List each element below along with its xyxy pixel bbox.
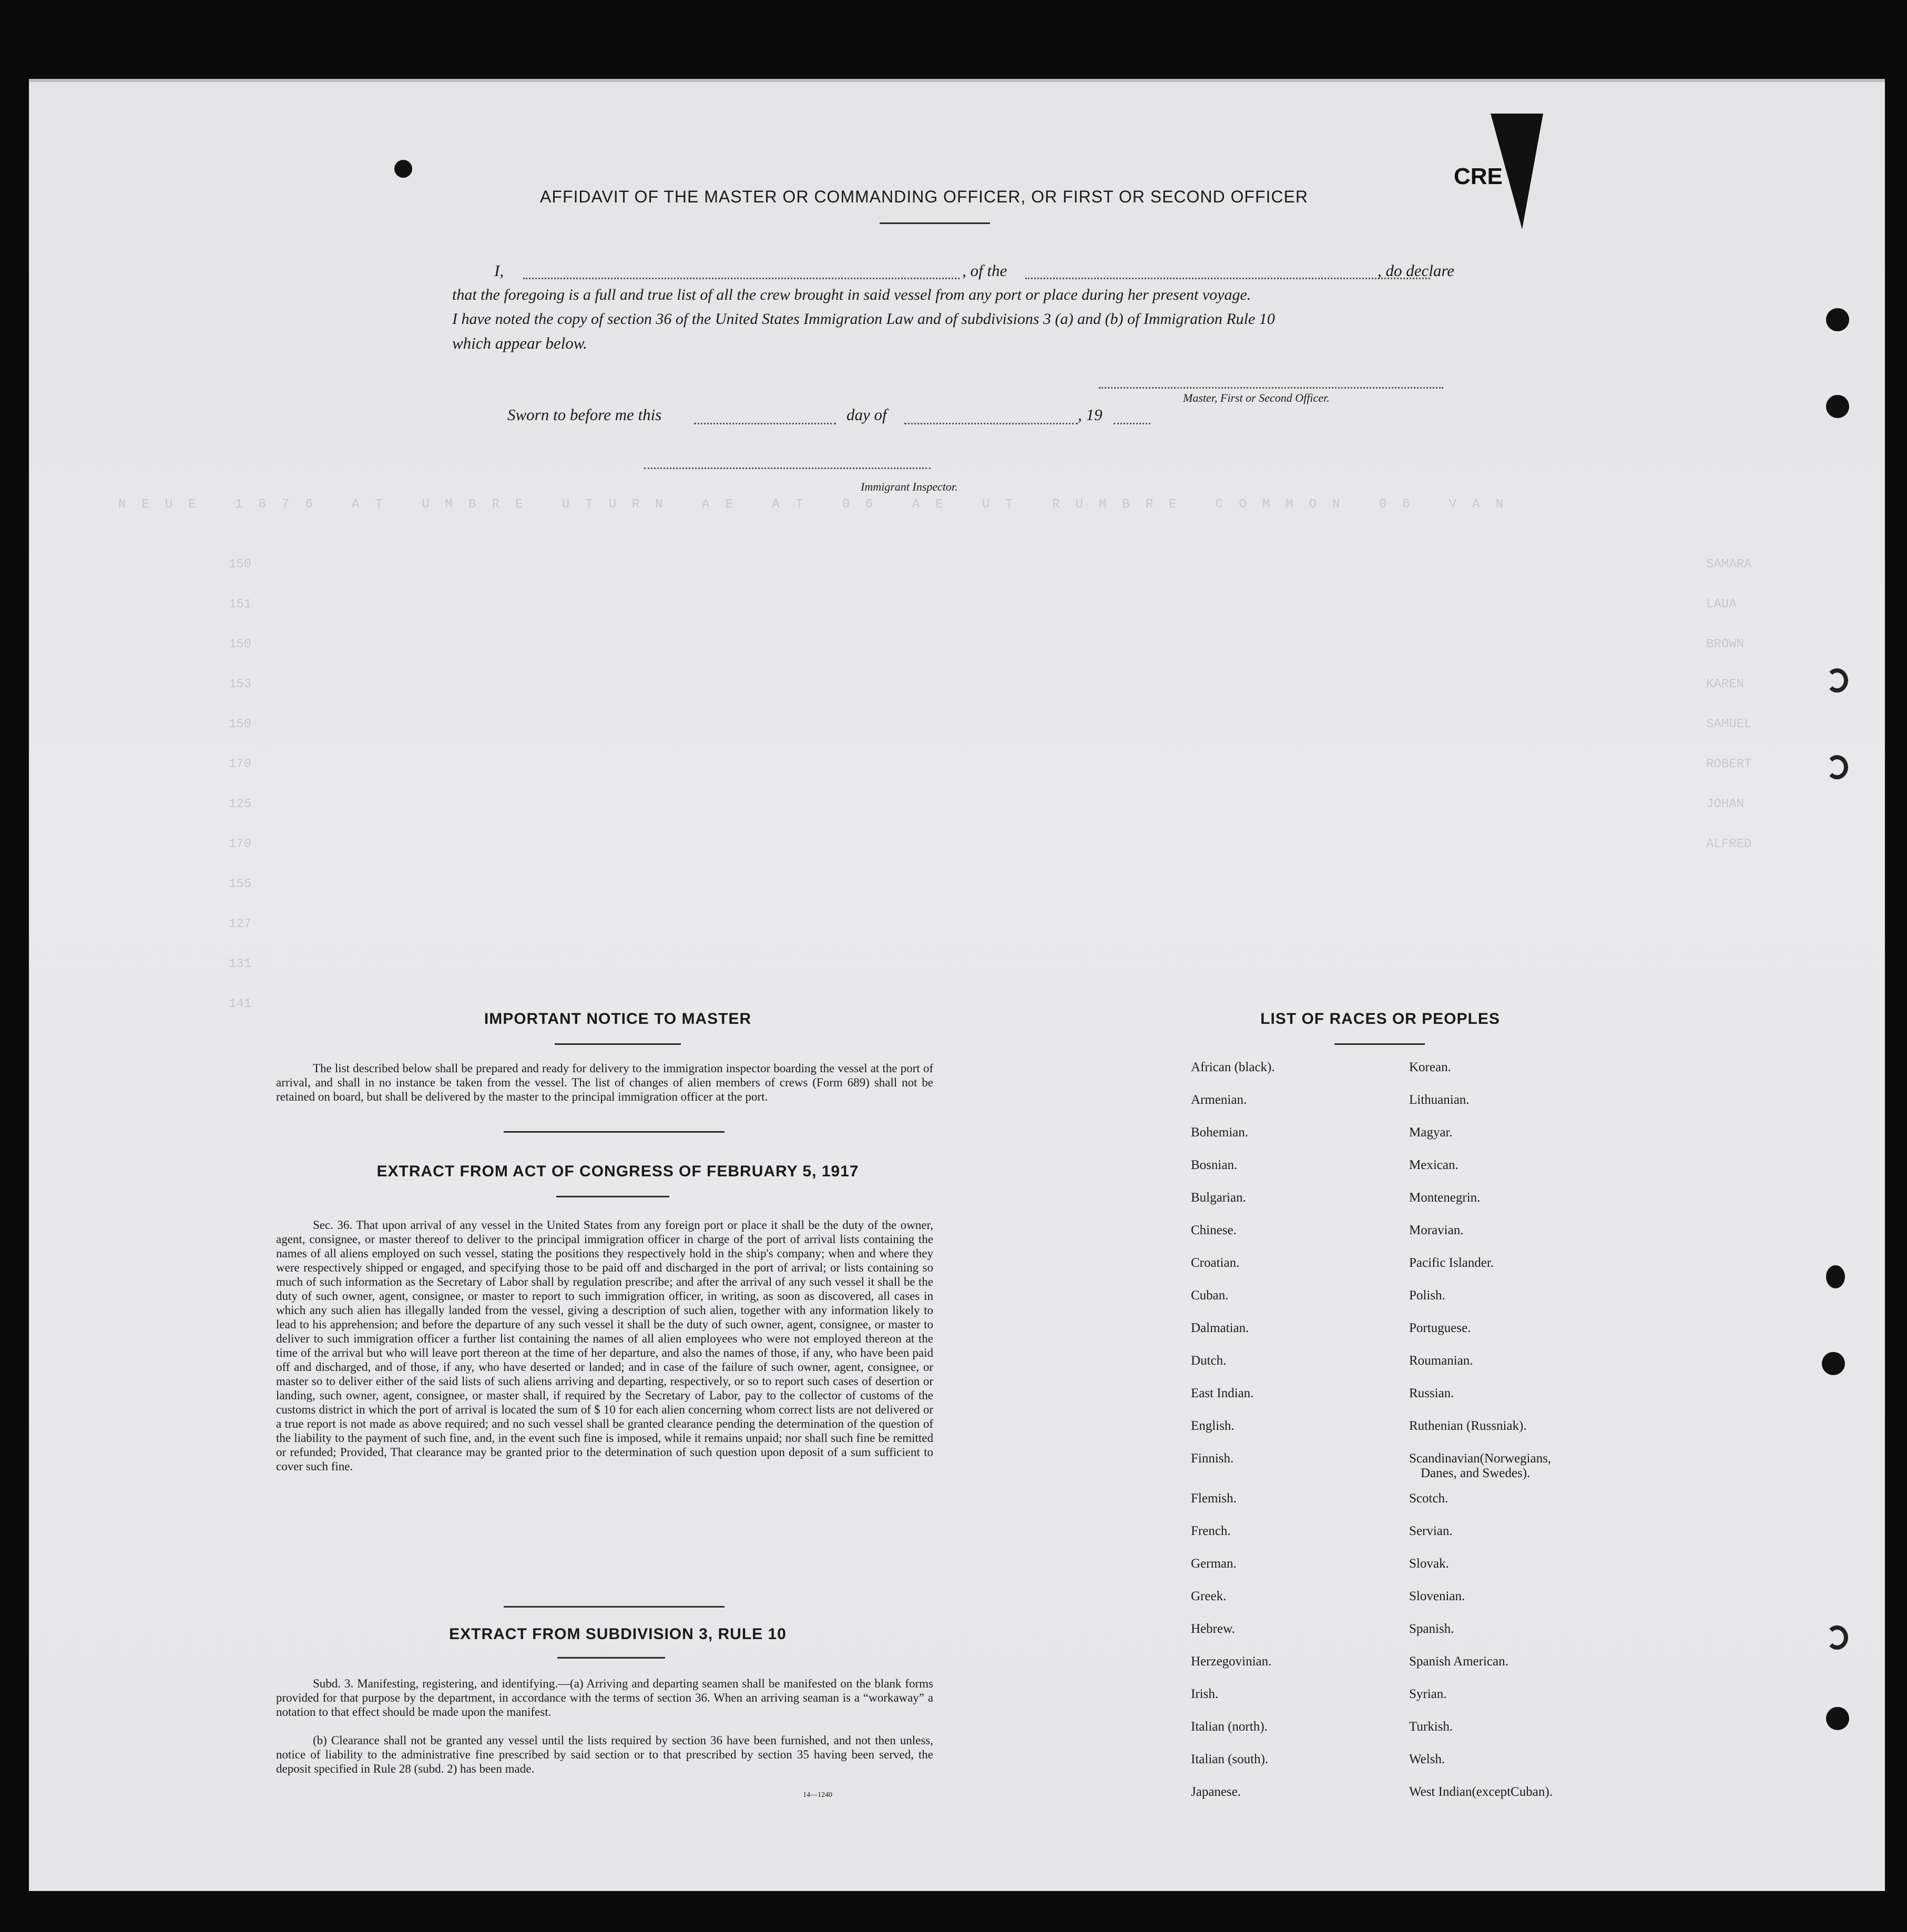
race-item: Bosnian. xyxy=(1191,1158,1238,1172)
race-item: Servian. xyxy=(1409,1524,1453,1538)
race-item: Dalmatian. xyxy=(1191,1321,1249,1335)
punch-hole xyxy=(1826,1265,1845,1288)
race-item: Lithuanian. xyxy=(1409,1093,1470,1107)
divider xyxy=(880,222,990,224)
affidavit-line-2: that the foregoing is a full and true list of all the crew brought in said vessel from any port or place during her present voyage. xyxy=(452,286,1251,303)
race-item: Spanish American. xyxy=(1409,1654,1508,1669)
punch-hole xyxy=(1826,668,1848,693)
races-title: LIST OF RACES OR PEOPLES xyxy=(1260,1010,1500,1028)
bleed-through-marks: NEUE 1876 AT UMBRE UTURN AE AT 06 AE UT RUMBRE COMMON 06 VAN 150 151 150 153 150 170 125 170 155 127 131 141 SAMARA LAUA BROWN KAREN SAMUEL ROBERT JOHAN ALFRED xyxy=(118,497,1752,1011)
punch-hole xyxy=(394,160,412,178)
affidavit-i: I, xyxy=(494,261,504,280)
race-item: Japanese. xyxy=(1191,1785,1241,1799)
sworn-day-field[interactable] xyxy=(694,423,836,424)
sworn-year-field[interactable] xyxy=(1114,423,1150,424)
rule-extract-para-b: (b) Clearance shall not be granted any vessel until the lists required by section 36 have been furnished, and not then unless, notice of liability to the administrative fine prescribed by said section or to that prescribed by section 35 having been served, the deposit specified in Rule 28 (subd. 2) has been made. xyxy=(276,1734,933,1775)
race-item: Welsh. xyxy=(1409,1752,1445,1766)
form-number: 14—1240 xyxy=(803,1791,832,1799)
race-item: Armenian. xyxy=(1191,1093,1247,1107)
punch-hole xyxy=(1826,1707,1849,1730)
race-item: Turkish. xyxy=(1409,1720,1453,1734)
race-item: Flemish. xyxy=(1191,1491,1237,1506)
race-item: Cuban. xyxy=(1191,1288,1229,1303)
rule-extract-title: EXTRACT FROM SUBDIVISION 3, RULE 10 xyxy=(449,1625,787,1643)
affidavit-line-4: which appear below. xyxy=(452,334,587,352)
race-item: West Indian(exceptCuban). xyxy=(1409,1785,1553,1799)
race-item: Portuguese. xyxy=(1409,1321,1471,1335)
divider xyxy=(557,1657,665,1659)
punch-hole xyxy=(1826,755,1848,779)
race-item: Irish. xyxy=(1191,1687,1219,1701)
race-item: Greek. xyxy=(1191,1589,1227,1603)
race-item: Slovenian. xyxy=(1409,1589,1465,1603)
race-item: Ruthenian (Russniak). xyxy=(1409,1419,1527,1433)
punch-hole xyxy=(1826,1625,1848,1650)
race-item: African (black). xyxy=(1191,1060,1275,1074)
master-signature-label: Master, First or Second Officer. xyxy=(1183,391,1330,404)
document-sheet xyxy=(29,79,1885,1891)
master-signature-field[interactable] xyxy=(1099,387,1443,389)
punch-hole xyxy=(1826,308,1849,331)
divider xyxy=(504,1606,725,1608)
race-item: German. xyxy=(1191,1557,1237,1571)
act-extract-text: Sec. 36. That upon arrival of any vessel in the United States from any foreign port or place it shall be the duty of the owner, agent, consignee, or master thereof to deliver to the principal immigration officer in charge of the port of arrival lists containing the names of all aliens employed on such vessel, stating the positions they respectively hold in the ship's company; when and where they were respectively shipped or engaged, and specifying those to be paid off and discharged in the port of arrival; or lists containing so much of such information as the Secretary of Labor shall by regulation prescribe; and after the arrival of any such vessel it shall be the duty of such owner, agent, consignee, or master to report to such immigration officer, in writing, as soon as discovered, all cases in which any such alien has illegally landed from the vessel, giving a description of such alien, together with any information likely to lead to his apprehension; and before the departure of any such vessel it shall be the duty of such owner, agent, consignee, or master to deliver to such immigration officer a further list containing the names of all alien employees who were not employed thereon at the time of the arrival but who will leave port thereon at the time of her departure, and also the names of those, if any, who have been paid off and discharged, and of those, if any, who have deserted or landed; and in case of the failure of such owner, agent, consignee, or master so to deliver either of the said lists of such aliens arriving and departing, respectively, or so to report such cases of desertion or landing, such owner, agent, consignee, or master shall, if required by the Secretary of Labor, pay to the collector of customs of the customs district in which the port of arrival is located the sum of $ 10 for each alien concerning whom correct lists are not delivered or a true report is not made as above required; and no such vessel shall be granted clearance pending the determination of the question of the liability to the payment of such fine, and, in the event such fine is imposed, while it remains unpaid; nor shall such fine be remitted or refunded; Provided, That clearance may be granted prior to the determination of such question upon deposit of a sum sufficient to cover such fine. xyxy=(276,1218,933,1473)
race-item: Mexican. xyxy=(1409,1158,1459,1172)
race-item: Bulgarian. xyxy=(1191,1191,1246,1205)
race-item: French. xyxy=(1191,1524,1231,1538)
race-item: Croatian. xyxy=(1191,1256,1240,1270)
race-item: Roumanian. xyxy=(1409,1354,1473,1368)
affidavit-line-1 xyxy=(452,259,1477,283)
divider xyxy=(556,1196,669,1197)
affidavit-title: AFFIDAVIT OF THE MASTER OR COMMANDING OFFICER, OR FIRST OR SECOND OFFICER xyxy=(540,187,1308,206)
race-item: East Indian. xyxy=(1191,1386,1254,1400)
race-item: Slovak. xyxy=(1409,1557,1449,1571)
divider xyxy=(555,1043,681,1045)
inspector-label: Immigrant Inspector. xyxy=(861,480,958,493)
race-item: English. xyxy=(1191,1419,1235,1433)
race-item: Moravian. xyxy=(1409,1223,1464,1237)
rule-extract-para-a: Subd. 3. Manifesting, registering, and identifying.—(a) Arriving and departing seamen shall be manifested on the blank forms provided for that purpose by the department, in accordance with the terms of section 36. When an arriving seaman is a “workaway” a notation to that effect should be made upon the manifest. xyxy=(276,1677,933,1719)
affidavit-declare: , do declare xyxy=(1378,261,1455,280)
notice-text: The list described below shall be prepared and ready for delivery to the immigration inspector boarding the vessel at the port of arrival, and shall in no instance be taken from the vessel. The list of changes of alien members of crews (Form 689) shall not be retained on board, but shall be delivered by the master to the principal immigration officer at the port. xyxy=(276,1062,933,1103)
race-item: Spanish. xyxy=(1409,1622,1454,1636)
corner-stamp: CRE xyxy=(1454,164,1503,189)
inspector-signature-field[interactable] xyxy=(644,467,931,469)
race-item: Chinese. xyxy=(1191,1223,1237,1237)
race-item: Dutch. xyxy=(1191,1354,1227,1368)
punch-hole xyxy=(1822,1352,1845,1375)
affidavit-line-3: I have noted the copy of section 36 of the United States Immigration Law and of subdivisions 3 (a) and (b) of Immigration Rule 10 xyxy=(452,310,1275,328)
races-column-1 xyxy=(1191,1060,1401,1799)
race-item: Montenegrin. xyxy=(1409,1191,1481,1205)
race-item: Finnish. xyxy=(1191,1451,1234,1466)
act-extract-title: EXTRACT FROM ACT OF CONGRESS OF FEBRUARY 5, 1917 xyxy=(376,1163,859,1180)
punch-hole xyxy=(1826,395,1849,418)
race-item: Bohemian. xyxy=(1191,1125,1249,1140)
name-field[interactable] xyxy=(523,278,960,279)
notice-title: IMPORTANT NOTICE TO MASTER xyxy=(484,1010,752,1028)
race-item: Syrian. xyxy=(1409,1687,1447,1701)
divider xyxy=(504,1131,725,1133)
race-item: Italian (north). xyxy=(1191,1720,1268,1734)
sworn-day-of: day of xyxy=(847,405,887,424)
race-item: Pacific Islander. xyxy=(1409,1256,1494,1270)
race-item: Magyar. xyxy=(1409,1125,1453,1140)
affidavit-of-the: , of the xyxy=(962,261,1007,280)
sworn-prefix: Sworn to before me this xyxy=(507,405,662,424)
divider xyxy=(1334,1043,1425,1045)
race-item: Italian (south). xyxy=(1191,1752,1269,1766)
race-item: Polish. xyxy=(1409,1288,1445,1303)
race-item: Russian. xyxy=(1409,1386,1454,1400)
race-item: Scandinavian(Norwegians, xyxy=(1409,1451,1552,1466)
sworn-year: , 19 xyxy=(1078,405,1103,424)
race-item: Hebrew. xyxy=(1191,1622,1235,1636)
races-column-2 xyxy=(1409,1060,1682,1799)
race-item: Scotch. xyxy=(1409,1491,1449,1506)
race-item: Herzegovinian. xyxy=(1191,1654,1272,1669)
folded-corner xyxy=(1491,114,1543,229)
sworn-month-field[interactable] xyxy=(904,423,1078,424)
sworn-line xyxy=(478,403,1162,427)
race-item: Danes, and Swedes). xyxy=(1421,1466,1531,1480)
race-item: Korean. xyxy=(1409,1060,1451,1074)
vessel-field[interactable] xyxy=(1025,278,1430,279)
